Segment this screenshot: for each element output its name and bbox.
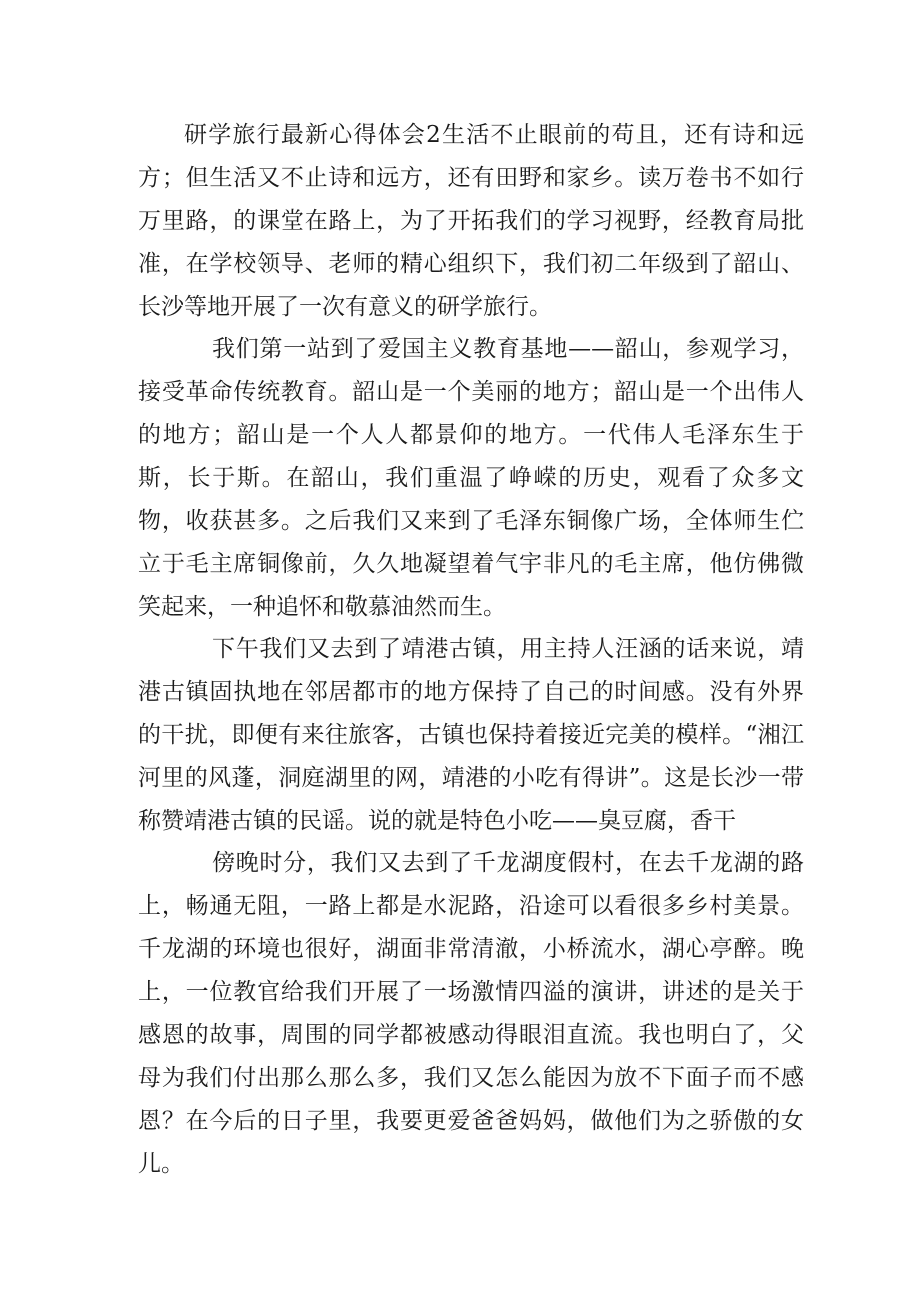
paragraph-jinggang: 下午我们又去到了靖港古镇，用主持人汪涵的话来说，靖港古镇固执地在邻居都市的地方保持了自己的时间感。没有外界的干扰，即便有来往旅客，古镇也保持着接近完美的模样。“湘江河里的风蓬，洞庭湖里的网，靖港的小吃有得讲”。这是长沙一带称赞靖港古镇的民谣。说的就是特色小吃——臭豆腐，香干 xyxy=(138,636,804,834)
paragraph-intro: 研学旅行最新心得体会2生活不止眼前的苟且，还有诗和远方；但生活又不止诗和远方，还有田野和家乡。读万卷书不如行万里路，的课堂在路上，为了开拓我们的学习视野，经教育局批准，在学校领导、老师的精心组织下，我们初二年级到了韶山、长沙等地开展了一次有意义的研学旅行。 xyxy=(138,122,804,320)
paragraph-shaoshan: 我们第一站到了爱国主义教育基地——韶山，参观学习，接受革命传统教育。韶山是一个美丽的地方；韶山是一个出伟人的地方；韶山是一个人人都景仰的地方。一代伟人毛泽东生于斯，长于斯。在韶山，我们重温了峥嵘的历史，观看了众多文物，收获甚多。之后我们又来到了毛泽东铜像广场，全体师生伫立于毛主席铜像前，久久地凝望着气宇非凡的毛主席，他仿佛微笑起来，一种追怀和敬慕油然而生。 xyxy=(138,336,804,620)
paragraph-qianlonghu: 傍晚时分，我们又去到了千龙湖度假村，在去千龙湖的路上，畅通无阻，一路上都是水泥路，沿途可以看很多乡村美景。千龙湖的环境也很好，湖面非常清澈，小桥流水，湖心亭醉。晚上，一位教官给我们开展了一场激情四溢的演讲，讲述的是关于感恩的故事，周围的同学都被感动得眼泪直流。我也明白了，父母为我们付出那么那么多，我们又怎么能因为放不下面子而不感恩？在今后的日子里，我要更爱爸爸妈妈，做他们为之骄傲的女儿。 xyxy=(138,850,804,1177)
